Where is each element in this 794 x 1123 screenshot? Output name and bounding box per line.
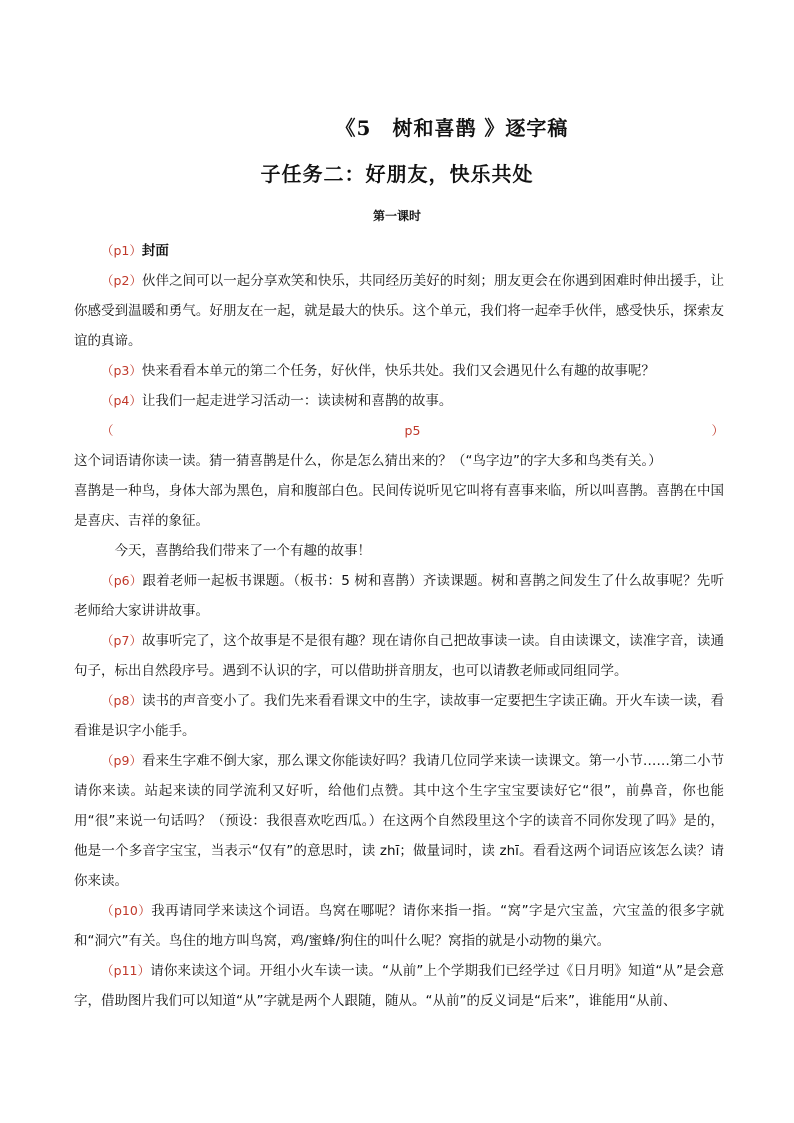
paragraph-p3	[74, 356, 724, 386]
paragraph-p6	[74, 566, 724, 626]
paragraph-text: 我再请同学来读这个词语。鸟窝在哪呢？请你来指一指。“窝”字是穴宝盖，穴宝盖的很多字就和“洞穴”有关。鸟住的地方叫鸟窝，鸡/蜜蜂/狗住的叫什么呢？窝指的就是小动物的巢穴。	[74, 903, 724, 949]
paragraph-p9	[74, 746, 724, 896]
paragraph-magpie	[74, 476, 724, 536]
paragraph-text: 看来生字难不倒大家，那么课文你能读好吗？我请几位同学来读一读课文。第一小节……第二小节请你来读。站起来读的同学流利又好听，给他们点赞。其中这个生字宝宝要读好它“很”，前鼻音，你也能用“很”来说一句话吗？（预设：我很喜欢吃西瓜。）在这两个自然段里这个字的读音不同你发现了吗》是的，他是一个多音字宝宝，当表示“仅有”的意思时，读 zhī；做量词时，读 zhī。看看这两个词语应该怎么读？请你来读。	[74, 753, 724, 889]
paragraph-text: 喜鹊是一种鸟，身体大部为黑色，肩和腹部白色。民间传说听见它叫将有喜事来临，所以叫喜鹊。喜鹊在中国是喜庆、吉祥的象征。	[74, 483, 724, 529]
page-tag: （p8）	[101, 693, 142, 708]
page-tag: （p10）	[101, 903, 152, 918]
paragraph-p2	[74, 266, 724, 356]
page-tag: （p4）	[101, 393, 142, 408]
paragraph-text: 伙伴之间可以一起分享欢笑和快乐，共同经历美好的时刻；朋友更会在你遇到困难时伸出援手，让你感受到温暖和勇气。好朋友在一起，就是最大的快乐。这个单元，我们将一起牵手伙伴，感受快乐，探索友谊的真谛。	[74, 273, 725, 349]
paragraph-text: 跟着老师一起板书课题。（板书：5 树和喜鹊）齐读课题。树和喜鹊之间发生了什么故事呢？先听老师给大家讲讲故事。	[74, 573, 724, 619]
page-tag: （p5）	[101, 423, 724, 438]
page-tag: （p7）	[101, 633, 142, 648]
page-tag: （p3）	[101, 363, 142, 378]
page-tag: （p6）	[101, 573, 143, 588]
paragraph-text: 这个词语请你读一读。猜一猜喜鹊是什么，你是怎么猜出来的？（“鸟字边”的字大多和鸟类有关。）	[74, 453, 662, 469]
paragraph-text: 快来看看本单元的第二个任务，好伙伴，快乐共处。我们又会遇见什么有趣的故事呢？	[141, 363, 655, 379]
page-tag: （p9）	[101, 753, 142, 768]
lesson-label: 第一课时	[372, 209, 421, 223]
paragraph-today	[74, 536, 724, 566]
document-body	[74, 236, 724, 1016]
paragraph-p4	[74, 386, 724, 416]
page-subtitle: 子任务二：好朋友，快乐共处	[260, 162, 534, 186]
page-tag: （p1）	[101, 243, 142, 258]
paragraph-text: 封面	[141, 243, 169, 259]
paragraph-p10	[74, 896, 724, 956]
paragraph-text: 读书的声音变小了。我们先来看看课文中的生字，读故事一定要把生字读正确。开火车读一读，看看谁是识字小能手。	[74, 693, 725, 739]
paragraph-p7	[74, 626, 724, 686]
paragraph-p5	[74, 416, 724, 476]
paragraph-text: 今天，喜鹊给我们带来了一个有趣的故事！	[114, 543, 371, 559]
paragraph-text: 让我们一起走进学习活动一：读读树和喜鹊的故事。	[141, 393, 453, 409]
page-title	[0, 112, 794, 141]
paragraph-p1	[74, 236, 724, 266]
page-tag: （p2）	[101, 273, 142, 288]
page-tag: （p11）	[101, 963, 151, 978]
title-text: 《5 树和喜鹊 》逐字稿	[335, 116, 569, 140]
paragraph-text: 故事听完了，这个故事是不是很有趣？现在请你自己把故事读一读。自由读课文，读准字音，读通句子，标出自然段序号。遇到不认识的字，可以借助拼音朋友，也可以请教老师或同组同学。	[74, 633, 725, 679]
paragraph-p11	[74, 956, 724, 1016]
paragraph-p8	[74, 686, 724, 746]
paragraph-text: 请你来读这个词。开组小火车读一读。“从前”上个学期我们已经学过《日月明》知道“从”是会意字，借助图片我们可以知道“从”字就是两个人跟随，随从。“从前”的反义词是“后来”，谁能用“从前、	[74, 963, 724, 1009]
